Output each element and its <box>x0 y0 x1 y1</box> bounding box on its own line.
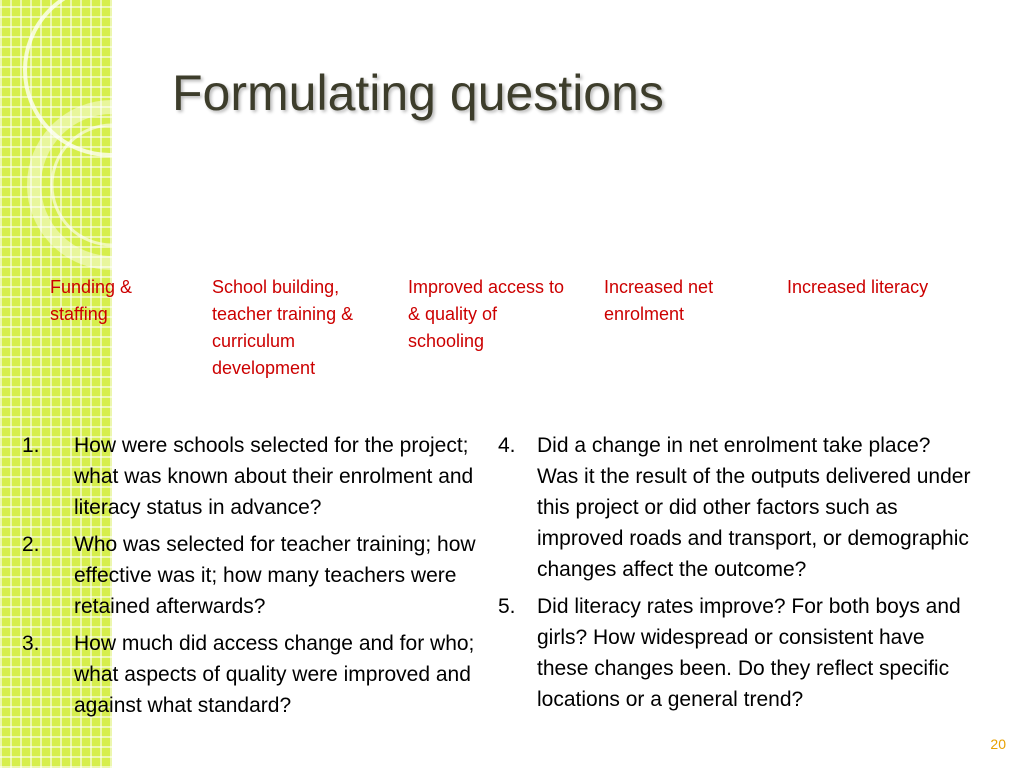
chain-step-outcome: Increased net enrolment <box>604 277 714 324</box>
question-number: 2. <box>22 533 40 556</box>
chain-step-outputs: Improved access to & quality of schooling <box>408 277 565 351</box>
question-text: Did a change in net enrolment take place? Was it the result of the outputs delivered under this project or did other factors such as improved roads and transport, or demographic changes affect the outcome? <box>537 434 971 581</box>
list-item <box>22 628 484 721</box>
question-text: Did literacy rates improve? For both boys and girls? How widespread or consistent have these changes been. Do they reflect specific locations or a general trend? <box>537 595 961 711</box>
list-item <box>22 430 484 523</box>
question-number: 3. <box>22 632 40 655</box>
question-text: Who was selected for teacher training; how effective was it; how many teachers were retained afterwards? <box>74 533 476 618</box>
question-number: 4. <box>498 434 516 457</box>
question-text: How much did access change and for who; what aspects of quality were improved and against what standard? <box>74 632 475 717</box>
chain-step-funding: Funding & staffing <box>50 277 133 324</box>
questions-list-left <box>22 430 484 727</box>
question-text: How were schools selected for the project; what was known about their enrolment and literacy status in advance? <box>74 434 474 519</box>
questions-list-right <box>498 430 976 721</box>
list-item <box>498 430 976 585</box>
slide-title: Formulating questions <box>172 65 664 121</box>
question-number: 1. <box>22 434 40 457</box>
chain-step-activities: School building, teacher training & curriculum development <box>212 277 354 378</box>
list-item <box>22 529 484 622</box>
chain-step-impact: Increased literacy <box>787 277 929 297</box>
list-item <box>498 591 976 715</box>
question-number: 5. <box>498 595 516 618</box>
page-number: 20 <box>990 736 1006 752</box>
